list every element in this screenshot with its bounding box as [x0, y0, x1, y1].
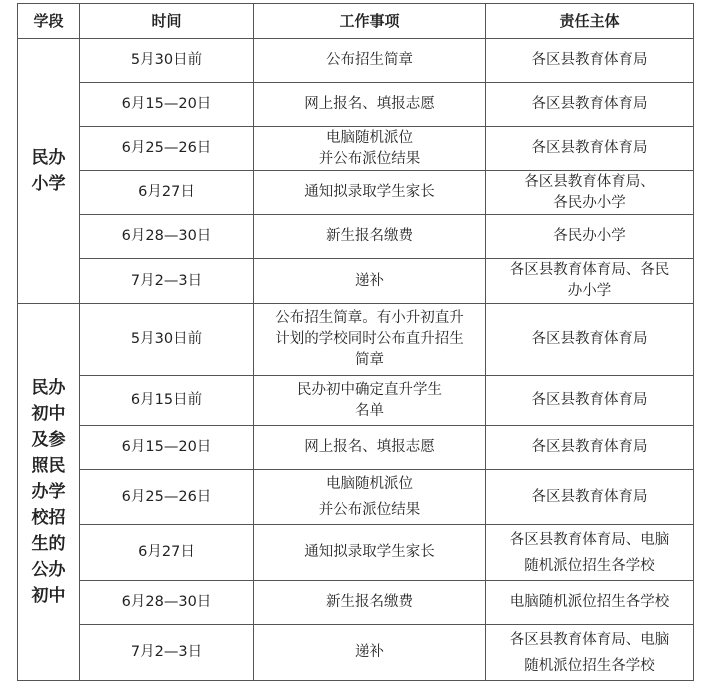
task-cell: 网上报名、填报志愿	[254, 83, 486, 127]
task-cell: 公布招生简章。有小升初直升 计划的学校同时公布直升招生 简章	[254, 304, 486, 376]
table-row	[18, 581, 694, 625]
time-cell: 7月2—3日	[80, 259, 254, 304]
stage-cell-junior: 民办 初中 及参 照民 办学 校招 生的 公办 初中	[18, 304, 80, 681]
owner-cell: 各民办小学	[486, 215, 694, 259]
header-task: 工作事项	[254, 4, 486, 39]
owner-cell: 各区县教育体育局	[486, 376, 694, 426]
owner-cell: 各区县教育体育局	[486, 426, 694, 470]
table-row	[18, 215, 694, 259]
time-cell: 7月2—3日	[80, 625, 254, 681]
table-row	[18, 127, 694, 171]
owner-cell: 各区县教育体育局	[486, 83, 694, 127]
time-cell: 6月15日前	[80, 376, 254, 426]
task-cell: 民办初中确定直升学生 名单	[254, 376, 486, 426]
table-row	[18, 376, 694, 426]
table-row	[18, 470, 694, 525]
table-row	[18, 171, 694, 215]
task-cell: 通知拟录取学生家长	[254, 171, 486, 215]
table-row	[18, 625, 694, 681]
time-cell: 6月15—20日	[80, 83, 254, 127]
header-row	[18, 4, 694, 39]
stage-cell-primary: 民办 小学	[18, 39, 80, 304]
table-row	[18, 83, 694, 127]
task-cell: 公布招生简章	[254, 39, 486, 83]
task-cell: 网上报名、填报志愿	[254, 426, 486, 470]
owner-cell: 各区县教育体育局	[486, 470, 694, 525]
task-cell: 递补	[254, 625, 486, 681]
owner-cell: 各区县教育体育局、各民 办小学	[486, 259, 694, 304]
task-cell: 电脑随机派位 并公布派位结果	[254, 127, 486, 171]
task-cell: 新生报名缴费	[254, 215, 486, 259]
time-cell: 6月28—30日	[80, 215, 254, 259]
time-cell: 6月15—20日	[80, 426, 254, 470]
owner-cell: 电脑随机派位招生各学校	[486, 581, 694, 625]
table-row	[18, 259, 694, 304]
task-cell: 电脑随机派位 并公布派位结果	[254, 470, 486, 525]
owner-cell: 各区县教育体育局、 各民办小学	[486, 171, 694, 215]
table-row	[18, 525, 694, 581]
time-cell: 6月27日	[80, 171, 254, 215]
time-cell: 6月25—26日	[80, 127, 254, 171]
owner-cell: 各区县教育体育局、电脑 随机派位招生各学校	[486, 625, 694, 681]
header-stage: 学段	[18, 4, 80, 39]
time-cell: 6月28—30日	[80, 581, 254, 625]
owner-cell: 各区县教育体育局	[486, 127, 694, 171]
header-time: 时间	[80, 4, 254, 39]
table-row	[18, 426, 694, 470]
owner-cell: 各区县教育体育局	[486, 39, 694, 83]
enrollment-schedule-table	[17, 3, 694, 681]
time-cell: 5月30日前	[80, 304, 254, 376]
owner-cell: 各区县教育体育局	[486, 304, 694, 376]
header-owner: 责任主体	[486, 4, 694, 39]
table-row	[18, 39, 694, 83]
time-cell: 6月27日	[80, 525, 254, 581]
owner-cell: 各区县教育体育局、电脑 随机派位招生各学校	[486, 525, 694, 581]
task-cell: 新生报名缴费	[254, 581, 486, 625]
table-row	[18, 304, 694, 376]
time-cell: 5月30日前	[80, 39, 254, 83]
time-cell: 6月25—26日	[80, 470, 254, 525]
task-cell: 递补	[254, 259, 486, 304]
task-cell: 通知拟录取学生家长	[254, 525, 486, 581]
